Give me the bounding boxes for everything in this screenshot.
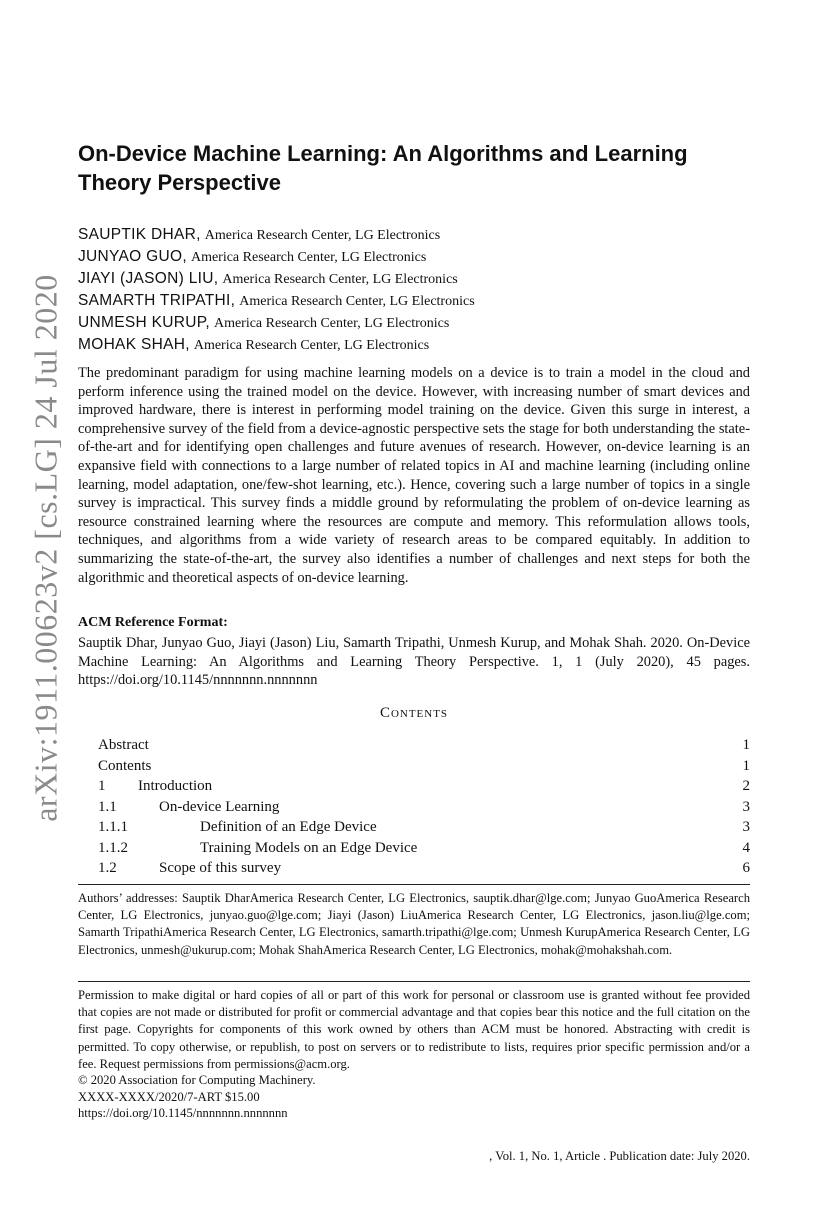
author-entry [78,224,750,246]
author-addresses-footnote: Authors’ addresses: Sauptik DharAmerica Research Center, LG Electronics, sauptik.dhar@lge.com; Junyao GuoAmerica Research Center, LG Electronics, junyao.guo@lge.com; Jiayi (Jason) LiuAmerica Research Center, LG Electronics, jason.liu@lge.com; Samarth TripathiAmerica Research Center, LG Electronics, samarth.tripathi@lge.com; Unmesh KurupAmerica Research Center, LG Electronics, unmesh@ukurup.com; Mohak ShahAmerica Research Center, LG Electronics, mohak@mohakshah.com. [78,891,750,957]
author-affiliation: America Research Center, LG Electronics [222,272,458,287]
author-name: MOHAK SHAH, [78,336,190,353]
author-affiliation: America Research Center, LG Electronics [204,228,441,243]
author-entry [78,334,750,356]
author-entry [78,312,750,334]
toc-page-number: 1 [742,757,750,774]
toc-page-number: 3 [742,819,750,835]
arxiv-identifier-stamp: arXiv:1911.00623v2 [cs.LG] 24 Jul 2020 [27,274,64,822]
author-affiliation: America Research Center, LG Electronics [193,338,430,353]
toc-number: 1.1.1 [98,819,128,835]
toc-title: Training Models on an Edge Device [200,839,418,856]
footnote-divider [78,884,750,885]
toc-page-number: 6 [742,860,750,876]
author-entry [78,268,750,290]
doi-link[interactable]: https://doi.org/10.1145/nnnnnnn.nnnnnnn [78,1106,288,1120]
abstract-text: The predominant paradigm for using machine learning models on a device is to train a model in the cloud and perform inference using the trained model on the device. However, with increasing number of smart devices and improved hardware, there is interest in performing model training on the device. Given this surge in interest, a comprehensive survey of the field from a device-agnostic perspective sets the stage for both understanding the state-of-the-art and for identifying open challenges and future avenues of research. However, on-device learning is an expansive field with connections to a large number of related topics in AI and machine learning (including online learning, model adaptation, one/few-shot learning, etc.). Hence, covering such a large number of topics in a single survey is impractical. This survey finds a middle ground by reformulating the problem of on-device learning as resource constrained learning where the resources are compute and memory. This reformulation allows tools, techniques, and algorithms from a wide variety of research areas to be compared equitably. In addition to summarizing the state-of-the-art, the survey also identifies a number of challenges and next steps for both the algorithmic and theoretical aspects of on-device learning. [78,365,750,586]
toc-entry-on-device-learning[interactable] [98,797,750,818]
toc-entry-abstract[interactable] [98,735,750,756]
author-name: SAMARTH TRIPATHI, [78,292,236,309]
toc-title: On-device Learning [159,798,280,815]
permission-divider [78,981,750,982]
toc-number: 1.1 [98,798,117,815]
toc-title: Introduction [138,778,213,794]
author-name: JUNYAO GUO, [78,248,187,265]
isbn-line: XXXX-XXXX/2020/7-ART $15.00 [78,1090,260,1104]
toc-title: Abstract [98,737,149,753]
toc-title: Contents [98,757,152,774]
author-list [78,224,750,356]
author-name: SAUPTIK DHAR, [78,226,201,243]
toc-title: Definition of an Edge Device [200,819,377,835]
toc-page-number: 3 [742,798,750,815]
toc-number: 1.2 [98,860,117,876]
toc-page-number: 2 [742,778,750,794]
permission-notice: Permission to make digital or hard copies of all or part of this work for personal or classroom use is granted without fee provided that copies are not made or distributed for profit or commercial advantage and that copies bear this notice and the full citation on the first page. Copyrights for components of this work owned by others than ACM must be honored. Abstracting with credit is permitted. To copy otherwise, or republish, to post on servers or to redistribute to lists, requires prior specific permission and/or a fee. Request permissions from permissions@acm.org. [78,988,750,1071]
toc-entry-definition-edge-device[interactable] [98,817,750,838]
toc-page-number: 1 [742,737,750,753]
acm-reference-text: Sauptik Dhar, Junyao Guo, Jiayi (Jason) Liu, Samarth Tripathi, Unmesh Kurup, and Mohak Shah. 2020. On-Device Machine Learning: An Algorithms and Learning Theory Perspective. 1, 1 (July 2020), 45 pages. https://doi.org/10.1145/nnnnnnn.nnnnnnn [78,635,750,689]
toc-entry-introduction[interactable] [98,776,750,797]
author-entry [78,246,750,268]
author-name: JIAYI (JASON) LIU, [78,270,219,287]
toc-number: 1 [98,778,106,794]
author-entry [78,290,750,312]
author-affiliation: America Research Center, LG Electronics [213,316,450,331]
author-affiliation: America Research Center, LG Electronics [239,294,475,309]
table-of-contents [98,735,750,879]
author-name: UNMESH KURUP, [78,314,210,331]
toc-entry-contents[interactable] [98,756,750,777]
toc-title: Scope of this survey [159,860,282,876]
publication-footer: , Vol. 1, No. 1, Article . Publication date: July 2020. [489,1149,750,1163]
toc-entry-training-models[interactable] [98,838,750,859]
contents-heading: Contents [379,705,449,721]
author-affiliation: America Research Center, LG Electronics [190,250,427,265]
toc-page-number: 4 [742,839,750,856]
acm-reference-heading: ACM Reference Format: [78,615,228,630]
copyright-line: © 2020 Association for Computing Machinery. [78,1073,316,1087]
paper-title: On-Device Machine Learning: An Algorithms and Learning Theory Perspective [78,141,688,195]
toc-number: 1.1.2 [98,839,128,856]
toc-entry-scope[interactable] [98,858,750,879]
